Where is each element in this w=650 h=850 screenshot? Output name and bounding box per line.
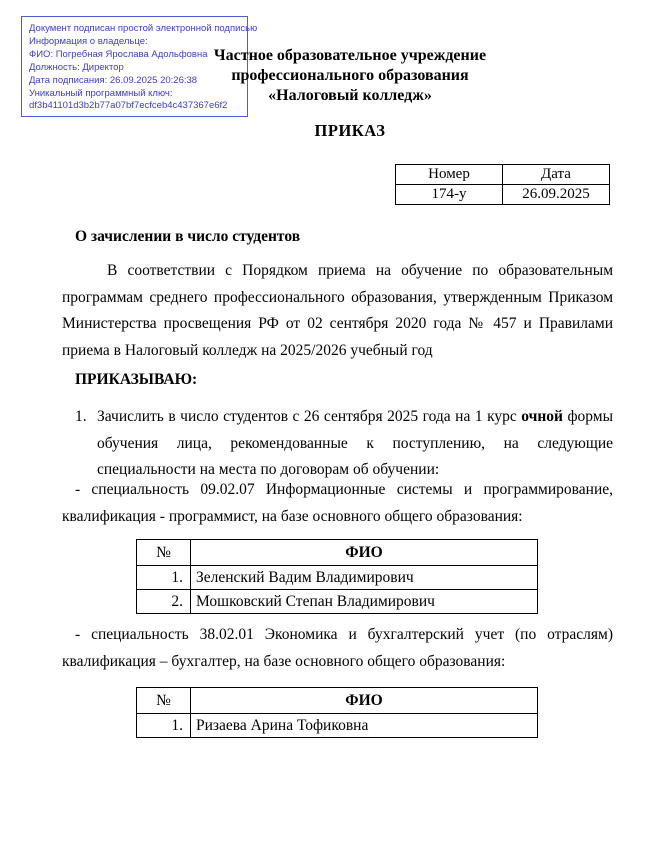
students-table-1-header-fio: ФИО <box>191 540 538 566</box>
table-row <box>137 714 538 738</box>
organization-name <box>90 46 610 106</box>
stamp-line-key-label: Уникальный программный ключ: <box>29 87 173 99</box>
order-item-1-text <box>97 404 613 484</box>
order-item-1 <box>75 404 613 484</box>
specialty-1-paragraph: - специальность 09.02.07 Информационные системы и программирование, квалификация - программист, на базе основного общего образования: <box>62 481 613 525</box>
stamp-line-signed: Документ подписан простой электронной подписью <box>29 23 258 34</box>
students-table-2-header-row <box>137 688 538 714</box>
students-table-1-header-num: № <box>137 540 191 566</box>
stamp-line-owner-info: Информация о владельце: <box>29 35 148 47</box>
meta-header-date: Дата <box>503 165 610 185</box>
order-number-value: 174-у <box>396 185 503 205</box>
student-row-number: 2. <box>137 590 191 614</box>
students-table-2-header-fio: ФИО <box>191 688 538 714</box>
students-table-specialty-1 <box>136 539 538 614</box>
students-table-specialty-2 <box>136 687 538 738</box>
students-table-1-header-row <box>137 540 538 566</box>
meta-value-row <box>396 185 610 205</box>
stamp-line-position: Должность: Директор <box>29 61 124 73</box>
stamp-line-sign-date: Дата подписания: 26.09.2025 20:26:38 <box>29 74 198 86</box>
meta-header-number: Номер <box>396 165 503 185</box>
student-name: Ризаева Арина Тофиковна <box>191 714 538 738</box>
student-name: Мошковский Степан Владимирович <box>191 590 538 614</box>
order-meta-table <box>395 164 610 205</box>
org-name-line-3: «Налоговый колледж» <box>268 87 432 104</box>
student-name: Зеленский Вадим Владимирович <box>191 566 538 590</box>
org-name-line-1: Частное образовательное учреждение <box>213 47 487 64</box>
order-item-1-marker: 1. <box>75 408 87 425</box>
order-date-value: 26.09.2025 <box>503 185 610 205</box>
stamp-line-key-value: df3b41101d3b2b77a07bf7ecfceb4c437367e6f2 <box>29 100 228 112</box>
org-name-line-2: профессионального образования <box>231 67 469 84</box>
table-row <box>137 590 538 614</box>
specialty-2-paragraph: - специальность 38.02.01 Экономика и бухгалтерский учет (по отраслям) квалификация – бухгалтер, на базе основного общего образования: <box>62 626 613 670</box>
student-row-number: 1. <box>137 714 191 738</box>
student-row-number: 1. <box>137 566 191 590</box>
order-item-1-bold-word: очной <box>521 408 563 425</box>
intro-paragraph: В соответствии с Порядком приема на обучение по образовательным программам среднего профессионального образования, утвержденным Приказом Министерства просвещения РФ от 02 сентября 2020 года № 457 и Правилами приема в Налоговый колледж на 2025/2026 учебный год <box>62 262 613 359</box>
meta-header-row <box>396 165 610 185</box>
order-subject: О зачислении в число студентов <box>75 228 301 245</box>
document-type-title: ПРИКАЗ <box>314 121 386 140</box>
order-item-1-text-after: формы обучения лица, рекомендованные к поступлению, на следующие специальности на места по договорам об обучении: <box>97 408 613 478</box>
table-row <box>137 566 538 590</box>
students-table-2-header-num: № <box>137 688 191 714</box>
order-item-1-text-before: Зачислить в число студентов с 26 сентября 2025 года на 1 курс <box>97 408 522 425</box>
stamp-line-fio: ФИО: Погребная Ярослава Адольфовна <box>29 48 208 60</box>
resolution-word: ПРИКАЗЫВАЮ: <box>75 371 198 388</box>
